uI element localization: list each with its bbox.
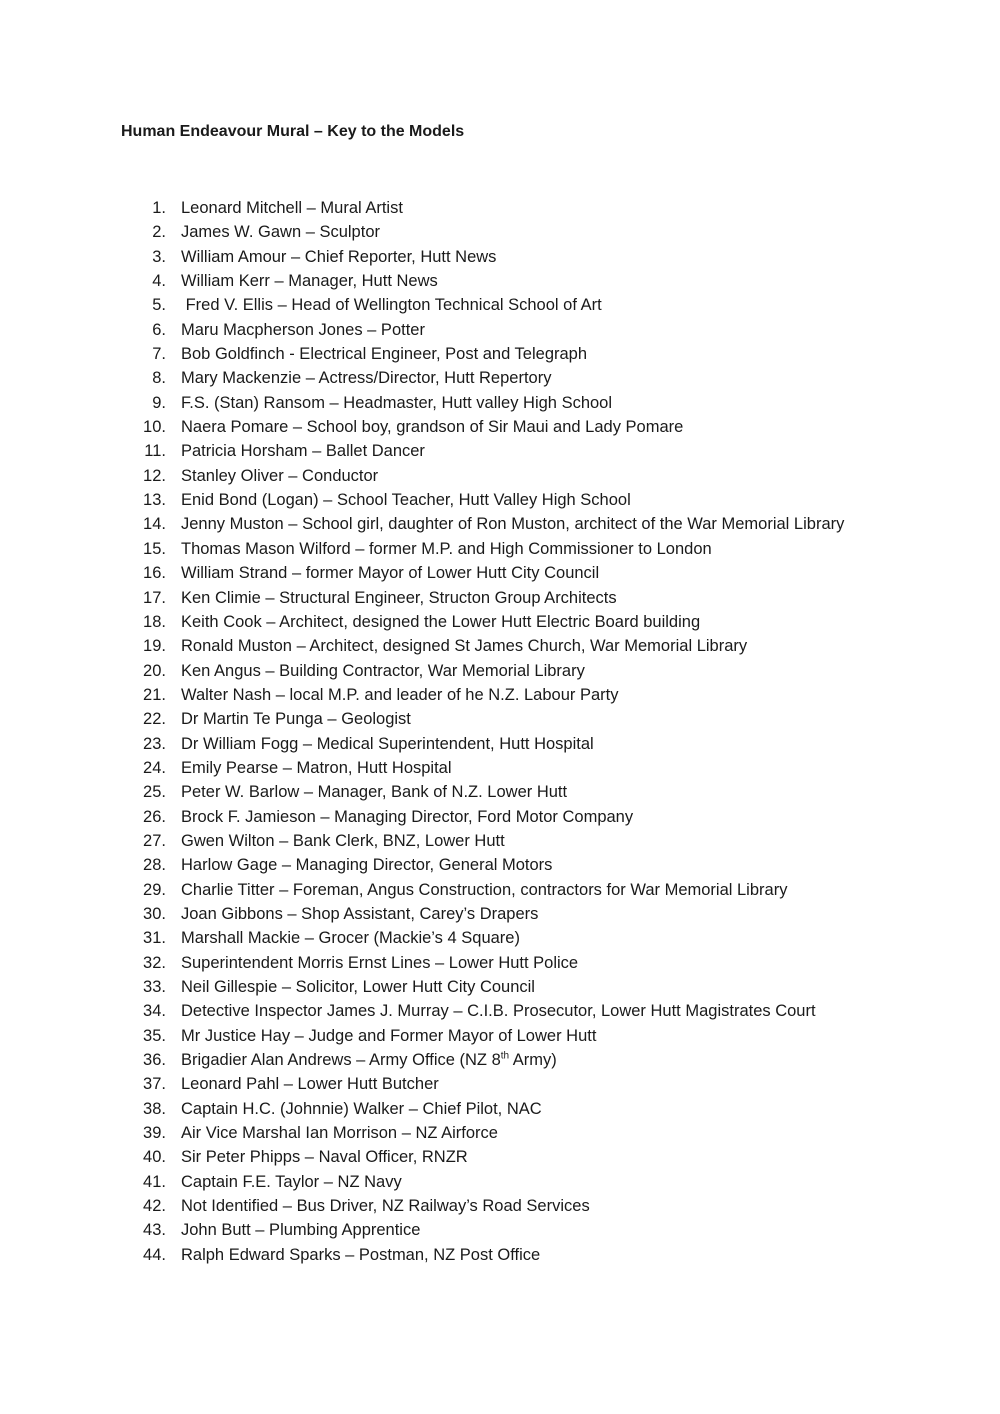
- list-item-text: Ronald Muston – Architect, designed St James Church, War Memorial Library: [181, 637, 748, 656]
- list-item-text: Joan Gibbons – Shop Assistant, Carey’s Drapers: [181, 904, 539, 923]
- list-item: [0, 926, 861, 950]
- list-item-number: 29 .: [121, 878, 166, 902]
- list-item: [0, 878, 861, 902]
- list-item: [0, 1024, 861, 1048]
- list-item-number: 21 .: [121, 683, 166, 707]
- list-item: [0, 1194, 861, 1218]
- list-item-number: 26 .: [121, 805, 166, 829]
- list-item-text: Naera Pomare – School boy, grandson of Sir Maui and Lady Pomare: [181, 418, 684, 437]
- list-item-text: William Strand – former Mayor of Lower Hutt City Council: [181, 564, 600, 583]
- list-item-number: 34 .: [121, 999, 166, 1023]
- list-item-number: 20 .: [121, 659, 166, 683]
- list-item-text: William Kerr – Manager, Hutt News: [181, 272, 438, 291]
- list-item-text: Neil Gillespie – Solicitor, Lower Hutt City Council: [181, 978, 535, 996]
- list-item: [0, 391, 861, 415]
- list-item-text: Jenny Muston – School girl, daughter of Ron Muston, architect of the War Memorial Library: [181, 515, 845, 534]
- list-item-number: 41 .: [121, 1170, 166, 1194]
- list-item: [0, 488, 861, 512]
- list-item-text: Detective Inspector James J. Murray – C.I.B. Prosecutor, Lower Hutt Magistrates Court: [181, 1002, 816, 1021]
- list-item: [0, 634, 861, 658]
- list-item-number: 17 .: [121, 586, 166, 610]
- list-item-number: 27 .: [121, 829, 166, 853]
- list-item: [0, 975, 861, 999]
- list-item-text: John Butt – Plumbing Apprentice: [181, 1221, 421, 1240]
- list-item-text: Harlow Gage – Managing Director, General Motors: [181, 856, 553, 875]
- list-item: [0, 537, 861, 561]
- list-item: [0, 439, 861, 463]
- list-item: [0, 293, 861, 317]
- list-item-number: 8 .: [121, 366, 166, 390]
- list-item: [0, 245, 861, 269]
- list-item-number: 11 .: [121, 439, 166, 463]
- list-item-text: Emily Pearse – Matron, Hutt Hospital: [181, 758, 452, 777]
- list-item-number: 44 .: [121, 1243, 166, 1267]
- list-item: [0, 512, 861, 536]
- document-title: Human Endeavour Mural – Key to the Models: [121, 123, 465, 140]
- list-item-number: 39 .: [121, 1121, 166, 1145]
- list-item-number: 23 .: [121, 732, 166, 756]
- list-item-text: Leonard Mitchell – Mural Artist: [181, 199, 403, 217]
- list-item: [0, 780, 861, 804]
- list-item-text: Not Identified – Bus Driver, NZ Railway’s Road Services: [181, 1197, 590, 1216]
- list-item: [0, 318, 861, 342]
- list-item-text: F.S. (Stan) Ransom – Headmaster, Hutt valley High School: [181, 393, 613, 412]
- list-item: [0, 1218, 861, 1242]
- list-item-number: 25 .: [121, 780, 166, 804]
- list-item-text: Dr Martin Te Punga – Geologist: [181, 710, 411, 729]
- list-item: [0, 269, 861, 293]
- list-item: [0, 586, 861, 610]
- list-item-number: 31 .: [121, 926, 166, 950]
- models-list: [0, 196, 861, 1267]
- list-item-number: 1 .: [121, 196, 166, 220]
- list-item: [0, 805, 861, 829]
- list-item-text: Maru Macpherson Jones – Potter: [181, 320, 425, 339]
- list-item-text: Gwen Wilton – Bank Clerk, BNZ, Lower Hutt: [181, 831, 505, 850]
- list-item-text: Enid Bond (Logan) – School Teacher, Hutt Valley High School: [181, 491, 631, 510]
- list-item: [0, 561, 861, 585]
- list-item-number: 28 .: [121, 853, 166, 877]
- list-item-text: Patricia Horsham – Ballet Dancer: [181, 442, 425, 461]
- list-item: [0, 756, 861, 780]
- list-item-number: 35 .: [121, 1024, 166, 1048]
- list-item-text: Brock F. Jamieson – Managing Director, Ford Motor Company: [181, 807, 634, 826]
- list-item-text: Mary Mackenzie – Actress/Director, Hutt Repertory: [181, 369, 552, 388]
- list-item-text: Leonard Pahl – Lower Hutt Butcher: [181, 1075, 439, 1094]
- list-item-text: James W. Gawn – Sculptor: [181, 223, 380, 242]
- list-item-number: 19 .: [121, 634, 166, 658]
- list-item-number: 10 .: [121, 415, 166, 439]
- list-item-text: Captain H.C. (Johnnie) Walker – Chief Pilot, NAC: [181, 1099, 542, 1118]
- list-item: [0, 902, 861, 926]
- list-item-number: 24 .: [121, 756, 166, 780]
- list-item: [0, 1170, 861, 1194]
- list-item: [0, 829, 861, 853]
- list-item-number: 2 .: [121, 220, 166, 244]
- list-item-text: William Amour – Chief Reporter, Hutt News: [181, 247, 497, 266]
- list-item-text: Brigadier Alan Andrews – Army Office (NZ 8: [181, 1051, 501, 1070]
- list-item-text: Captain F.E. Taylor – NZ Navy: [181, 1172, 402, 1191]
- list-item-text: Fred V. Ellis – Head of Wellington Technical School of Art: [181, 296, 602, 315]
- list-item: [0, 610, 861, 634]
- list-item-text: Ken Climie – Structural Engineer, Structon Group Architects: [181, 588, 617, 607]
- list-item: [0, 707, 861, 731]
- list-item: [0, 951, 861, 975]
- list-item-number: 43 .: [121, 1218, 166, 1242]
- list-item: [0, 1072, 861, 1096]
- list-item-text: Stanley Oliver – Conductor: [181, 466, 379, 485]
- list-item-text-continued: Army): [509, 1051, 557, 1070]
- list-item-number: 4 .: [121, 269, 166, 293]
- list-item: [0, 366, 861, 390]
- list-item-number: 9 .: [121, 391, 166, 415]
- list-item-number: 32 .: [121, 951, 166, 975]
- list-item-number: 22 .: [121, 707, 166, 731]
- list-item-number: 36 .: [121, 1048, 166, 1072]
- list-item: [0, 999, 861, 1023]
- list-item-text: Air Vice Marshal Ian Morrison – NZ Airforce: [181, 1124, 498, 1143]
- list-item: [0, 732, 861, 756]
- list-item: [0, 220, 861, 244]
- list-item-number: 6 .: [121, 318, 166, 342]
- list-item-number: 13 .: [121, 488, 166, 512]
- list-item-text: Dr William Fogg – Medical Superintendent, Hutt Hospital: [181, 734, 594, 753]
- list-item-text: Marshall Mackie – Grocer (Mackie’s 4 Square): [181, 929, 520, 948]
- list-item-text: Superintendent Morris Ernst Lines – Lower Hutt Police: [181, 953, 579, 972]
- list-item-number: 5 .: [121, 293, 166, 317]
- list-item-number: 16 .: [121, 561, 166, 585]
- list-item-number: 37 .: [121, 1072, 166, 1096]
- list-item-text: Thomas Mason Wilford – former M.P. and High Commissioner to London: [181, 539, 712, 558]
- list-item: [0, 853, 861, 877]
- list-item-number: 40 .: [121, 1145, 166, 1169]
- list-item: [0, 1097, 861, 1121]
- list-item-text: Walter Nash – local M.P. and leader of he N.Z. Labour Party: [181, 685, 619, 704]
- list-item: [0, 464, 861, 488]
- list-item: [0, 659, 861, 683]
- list-item-text: Peter W. Barlow – Manager, Bank of N.Z. Lower Hutt: [181, 783, 568, 802]
- list-item: [0, 1243, 861, 1267]
- list-item-text: Ken Angus – Building Contractor, War Memorial Library: [181, 661, 585, 680]
- list-item-number: 12 .: [121, 464, 166, 488]
- list-item-number: 38 .: [121, 1097, 166, 1121]
- list-item-number: 7 .: [121, 342, 166, 366]
- list-item: [0, 1121, 861, 1145]
- list-item-number: 3 .: [121, 245, 166, 269]
- list-item-text: Keith Cook – Architect, designed the Lower Hutt Electric Board building: [181, 612, 701, 631]
- list-item-number: 33 .: [121, 975, 166, 999]
- list-item: [0, 196, 861, 220]
- list-item-number: 15 .: [121, 537, 166, 561]
- list-item-number: 14 .: [121, 512, 166, 536]
- list-item: [0, 415, 861, 439]
- list-item: [0, 1145, 861, 1169]
- list-item: [0, 342, 861, 366]
- list-item-superscript: th: [500, 1050, 510, 1062]
- list-item: [0, 683, 861, 707]
- list-item-text: Bob Goldfinch - Electrical Engineer, Post and Telegraph: [181, 345, 588, 364]
- list-item: [0, 1048, 861, 1072]
- list-item-number: 30 .: [121, 902, 166, 926]
- list-item-text: Sir Peter Phipps – Naval Officer, RNZR: [181, 1148, 468, 1167]
- list-item-text: Mr Justice Hay – Judge and Former Mayor of Lower Hutt: [181, 1026, 597, 1045]
- list-item-text: Ralph Edward Sparks – Postman, NZ Post Office: [181, 1245, 541, 1264]
- list-item-text: Charlie Titter – Foreman, Angus Construction, contractors for War Memorial Library: [181, 880, 788, 899]
- list-item-number: 18 .: [121, 610, 166, 634]
- list-item-number: 42 .: [121, 1194, 166, 1218]
